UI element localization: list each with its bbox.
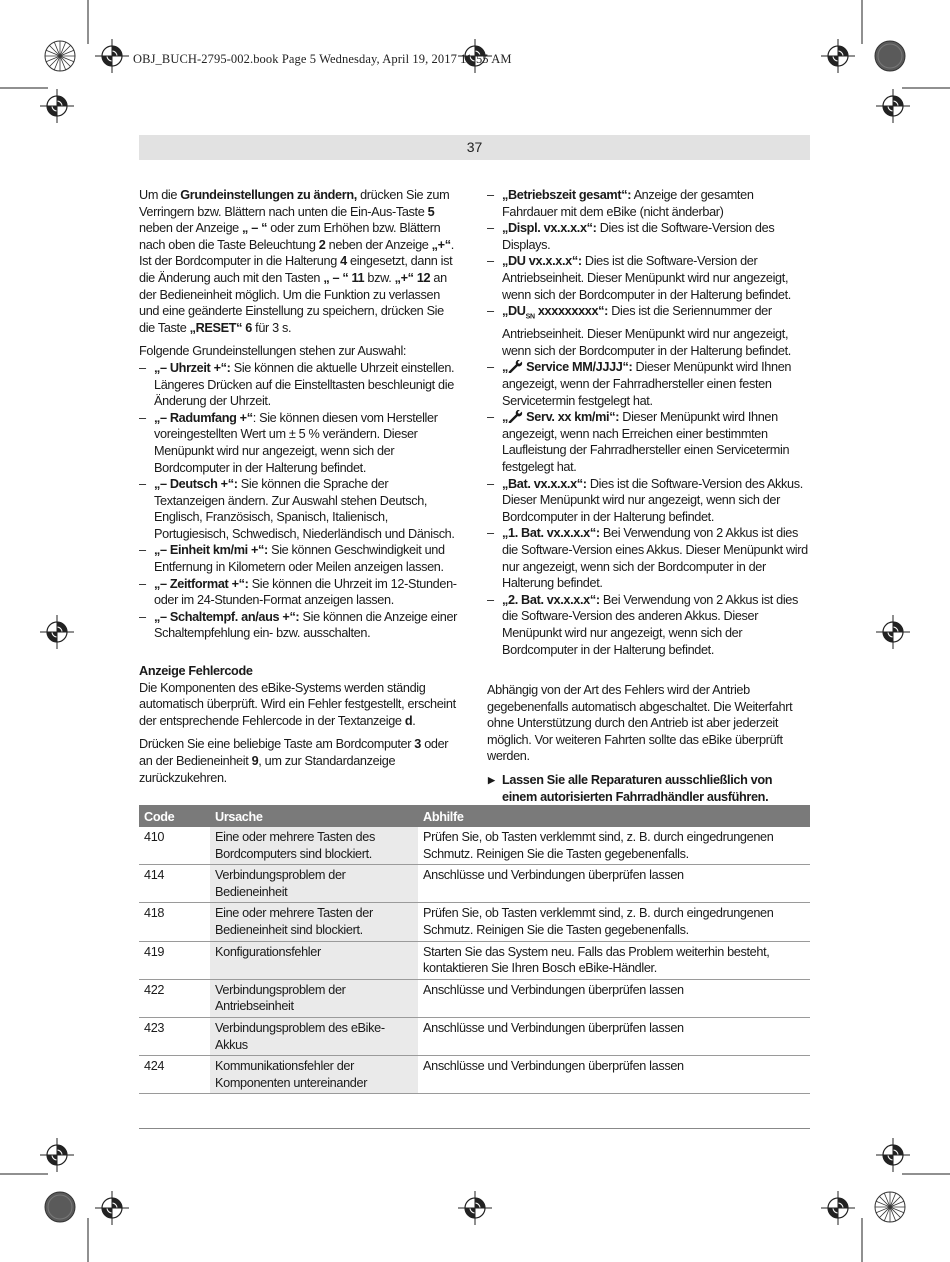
bold-run: 4 [340, 254, 347, 269]
list-item [139, 410, 461, 476]
item-text: Bei Verwendung von 2 Akkus ist dies die Software-Version des anderen Akkus. Dieser Menüpunkt wird nur angezeigt, wenn sich der Bordcomputer in der Halterung befindet. [502, 592, 798, 657]
wrench-icon-wrapper [508, 410, 523, 424]
item-text: Dies ist die Seriennummer der Antriebseinheit. Dieser Menüpunkt wird nur angezeigt, wenn sich der Bordcomputer in der Halterung befindet. [502, 304, 791, 358]
item-label: „– Zeitformat +“: [154, 576, 249, 591]
list-item [487, 525, 809, 591]
item-label-rest: xxxxxxxxx“: [534, 304, 609, 319]
bold-run: 9 [251, 753, 259, 768]
table-row [139, 979, 810, 1017]
header-ursache: Ursache [210, 805, 418, 827]
item-label: „Displ. vx.x.x.x“: [502, 221, 597, 236]
bold-run: „ – “ [242, 221, 268, 236]
code-cell: 419 [139, 941, 210, 979]
list-item [139, 609, 461, 642]
bold-run: 5 [427, 204, 435, 219]
table-row [139, 941, 810, 979]
item-text: Dies ist die Software-Version des Displays. [502, 221, 775, 252]
table-body [139, 827, 810, 1094]
settings-list-intro: Folgende Grundeinstellungen stehen zur Auswahl: [139, 344, 407, 359]
bold-run: d [404, 713, 413, 728]
text-run: eingesetzt, dann ist die Änderung auch mit den Tasten [139, 254, 453, 285]
wrench-icon [508, 410, 523, 423]
text-run: Drücken Sie eine beliebige Taste am Bordcomputer [139, 737, 415, 752]
text-run: neben der Anzeige [325, 237, 432, 252]
remedy-cell: Anschlüsse und Verbindungen überprüfen lassen [418, 1017, 810, 1055]
remedy-cell: Starten Sie das System neu. Falls das Problem weiterhin besteht, kontaktieren Sie Ihren Bosch eBike-Händler. [418, 941, 810, 979]
item-label: „– Radumfang +“ [154, 410, 253, 425]
bottom-rule [139, 1128, 810, 1129]
item-label: „– Einheit km/mi +“: [154, 543, 268, 558]
item-label: „– Uhrzeit +“: [154, 360, 231, 375]
table-row [139, 1017, 810, 1055]
cause-cell: Eine oder mehrere Tasten des Bordcomputers sind blockiert. [210, 827, 418, 865]
error-paragraph-2 [139, 736, 461, 786]
remedy-cell: Prüfen Sie, ob Tasten verklemmt sind, z. B. durch eingedrungenen Schmutz. Reinigen Sie die Tasten gegebenenfalls. [418, 903, 810, 941]
list-item [487, 220, 809, 253]
list-item [139, 542, 461, 575]
item-label: „ [502, 360, 508, 375]
item-label: „ [502, 410, 508, 425]
page-number-bar [139, 135, 810, 160]
item-label-rest: Serv. xx km/mi“: [523, 410, 620, 425]
cause-cell: Eine oder mehrere Tasten der Bedieneinheit sind blockiert. [210, 903, 418, 941]
cause-cell: Verbindungsproblem der Antriebseinheit [210, 979, 418, 1017]
error-section-left [139, 663, 461, 793]
list-item [487, 187, 809, 220]
text-run: , um zur Standardanzeige zurückzukehren. [139, 753, 396, 785]
item-label-subscript: SN [525, 313, 535, 321]
item-text: Sie können Geschwindigkeit und Entfernung in Kilometern oder Meilen anzeigen lassen. [154, 543, 445, 575]
text-run: an der Bedieneinheit möglich. Um die Funktion zu verlassen und eine geänderte Einstellung zu speichern, drücken Sie die Taste [139, 270, 447, 335]
code-cell: 423 [139, 1017, 210, 1055]
table-row [139, 865, 810, 903]
table-row [139, 827, 810, 865]
item-text: Sie können die Uhrzeit im 12-Stunden- oder im 24-Stunden-Format anzeigen lassen. [154, 576, 457, 608]
info-list [487, 187, 809, 658]
cause-cell: Verbindungsproblem des eBike-Akkus [210, 1017, 418, 1055]
item-text: Dies ist die Software-Version der Antriebseinheit. Dieser Menüpunkt wird nur angezeigt, wenn sich der Bordcomputer in der Halterung befindet. [502, 254, 791, 302]
left-column [139, 187, 461, 642]
item-text: Bei Verwendung von 2 Akkus ist dies die Software-Version eines Akkus. Dieser Menüpunkt wird nur angezeigt, wenn sich der Bordcomputer in der Halterung befindet. [502, 526, 808, 591]
remedy-cell: Anschlüsse und Verbindungen überprüfen lassen [418, 979, 810, 1017]
item-label: „1. Bat. vx.x.x.x“: [502, 526, 600, 541]
error-section-heading: Anzeige Fehlercode [139, 664, 253, 678]
text-run: Um die [139, 188, 181, 202]
bold-run: „RESET“ 6 [189, 320, 252, 335]
header-abhilfe: Abhilfe [418, 805, 810, 827]
item-label: „Betriebszeit gesamt“: [502, 188, 632, 202]
text-run: drücken Sie zum Verringern bzw. Blättern nach unten die Ein-Aus-Taste [139, 188, 450, 219]
item-text: : Sie können diesen vom Hersteller voreingestellten Wert um ± 5 % verändern. Dieser Menüpunkt wird nur angezeigt, wenn sich der Bordcomputer in der Halterung befindet. [154, 410, 438, 475]
item-label-rest: Service MM/JJJJ“: [523, 360, 633, 375]
item-text: Anzeige der gesamten Fahrdauer mit dem eBike (nicht änderbar) [502, 188, 754, 219]
error-paragraph-1 [139, 680, 461, 730]
item-text: Dieser Menüpunkt wird Ihnen angezeigt, wenn der Fahrradhersteller einen festen Servicetermin festgelegt hat. [502, 360, 792, 408]
item-label: „– Deutsch +“: [154, 477, 238, 492]
remedy-cell: Anschlüsse und Verbindungen überprüfen lassen [418, 865, 810, 903]
text-run: oder zum Erhöhen bzw. Blättern nach oben die Taste Beleuchtung [139, 221, 441, 252]
item-text: Sie können die Anzeige einer Schaltempfehlung ein- bzw. ausschalten. [154, 609, 458, 641]
bold-run: „+“ 12 [394, 270, 431, 285]
wrench-icon [508, 360, 523, 373]
list-item [487, 253, 809, 303]
cause-cell: Kommunikationsfehler der Komponenten untereinander [210, 1056, 418, 1094]
item-text: Sie können die aktuelle Uhrzeit einstellen. Längeres Drücken auf die Einstelltasten beschleunigt die Änderung der Uhrzeit. [154, 360, 455, 409]
table-row [139, 903, 810, 941]
list-item [139, 360, 461, 410]
settings-intro-paragraph [139, 187, 461, 336]
text-run: Die Komponenten des eBike-Systems werden ständig automatisch überprüft. Wird ein Fehler festgestellt, erscheint der entsprechende Fehlercode in der Textanzeige [139, 680, 456, 728]
code-cell: 422 [139, 979, 210, 1017]
item-label: „DU vx.x.x.x“: [502, 254, 582, 269]
text-run: oder an der Bedieneinheit [139, 737, 449, 768]
print-slug: OBJ_BUCH-2795-002.book Page 5 Wednesday, April 19, 2017 11:55 AM [133, 52, 512, 66]
code-cell: 410 [139, 827, 210, 865]
bold-run: 2 [318, 237, 326, 252]
table-row [139, 1056, 810, 1094]
remedy-cell: Anschlüsse und Verbindungen überprüfen lassen [418, 1056, 810, 1094]
error-code-table [139, 805, 810, 1094]
header-code: Code [139, 805, 210, 827]
item-label: „2. Bat. vx.x.x.x“: [502, 592, 600, 607]
text-run: . Ist der Bordcomputer in die Halterung [139, 237, 454, 269]
code-cell: 424 [139, 1056, 210, 1094]
error-section-right [487, 682, 809, 805]
text-run: . [412, 713, 416, 728]
remedy-cell: Prüfen Sie, ob Tasten verklemmt sind, z. B. durch eingedrungenen Schmutz. Reinigen Sie die Tasten gegebenenfalls. [418, 827, 810, 865]
page-number: 37 [466, 139, 483, 155]
list-item [487, 359, 809, 409]
bold-run: Grundeinstellungen zu ändern, [180, 188, 357, 202]
code-cell: 418 [139, 903, 210, 941]
list-item [487, 409, 809, 475]
bold-run: „ – “ 11 [323, 270, 365, 285]
bold-run: 3 [414, 737, 422, 752]
code-cell: 414 [139, 865, 210, 903]
settings-list [139, 360, 461, 642]
text-run: bzw. [364, 270, 395, 285]
item-text: Dies ist die Software-Version des Akkus. Dieser Menüpunkt wird nur angezeigt, wenn sich der Bordcomputer in der Halterung befindet. [502, 476, 803, 524]
wrench-icon-wrapper [508, 360, 523, 374]
list-item [487, 303, 809, 359]
error-paragraph-3: Abhängig von der Art des Fehlers wird der Antrieb gegebenenfalls automatisch abgeschaltet. Die Weiterfahrt ohne Unterstützung durch den Antrieb ist aber jederzeit möglich. Vor weiteren Fahrten sollte das eBike überprüft werden. [487, 683, 793, 764]
list-item [487, 476, 809, 526]
list-item [487, 592, 809, 658]
item-text: Sie können die Sprache der Textanzeigen ändern. Zur Auswahl stehen Deutsch, Englisch, Französisch, Spanisch, Italienisch, Portugiesisch, Schwedisch, Niederländisch und Dänisch. [154, 477, 455, 541]
text-run: für 3 s. [252, 320, 292, 335]
repair-note: ▶ Lassen Sie alle Reparaturen ausschließlich von einem autorisierten Fahrradhändler ausführen. [487, 772, 809, 805]
list-item [139, 576, 461, 609]
list-item [139, 476, 461, 542]
item-label: „– Schaltempf. an/aus +“: [154, 609, 300, 624]
right-column [487, 187, 809, 658]
item-label: „DU [502, 304, 526, 319]
text-run: neben der Anzeige [139, 221, 243, 236]
cause-cell: Verbindungsproblem der Bedieneinheit [210, 865, 418, 903]
bold-run: „+“ [431, 237, 451, 252]
item-label: „Bat. vx.x.x.x“: [502, 476, 587, 491]
cause-cell: Konfigurationsfehler [210, 941, 418, 979]
item-text: Dieser Menüpunkt wird Ihnen angezeigt, wenn nach Erreichen einer bestimmten Laufleistung der Fahrradhersteller einen Servicetermin festgelegt hat. [502, 410, 790, 475]
table-header-row [139, 805, 810, 827]
